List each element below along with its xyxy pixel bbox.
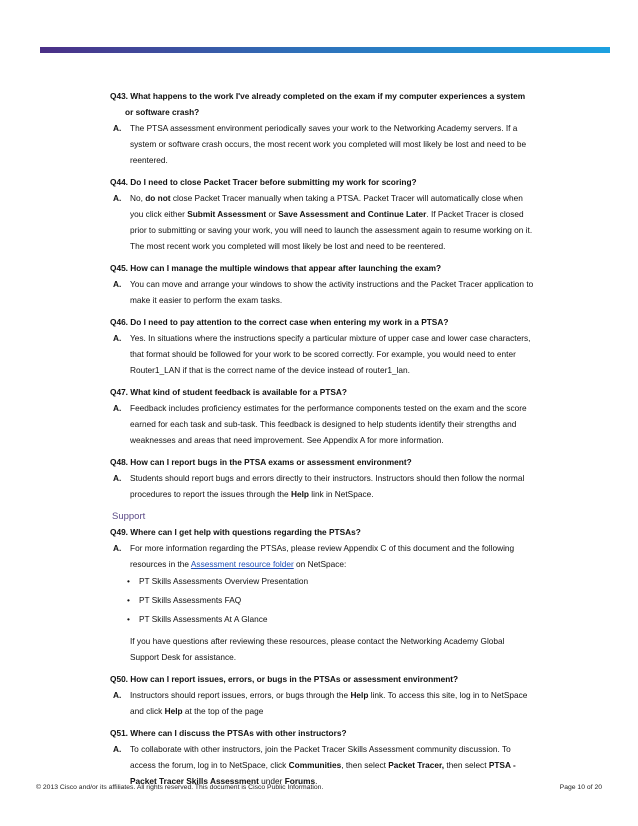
resource-list: [110, 572, 598, 629]
question-q46: Q46. Do I need to pay attention to the correct case when entering my work in a PTSA?: [110, 317, 449, 327]
answer-q44: A. No, do not close Packet Tracer manually when taking a PTSA. Packet Tracer will automatically close when you click either Submit Assessment or Save Assessment and Continue Later. If Packet Tracer is closed prior to submitting or saving your work, you will need to launch the assessment again to resume working on it. The most recent work you completed will most likely be lost and need to be reentered.: [113, 193, 533, 251]
answer-q50: A. Instructors should report issues, errors, or bugs through the Help link. To access this site, log in to NetSpace and click Help at the top of the page: [113, 690, 528, 716]
question-q48: Q48. How can I report bugs in the PTSA exams or assessment environment?: [110, 457, 412, 467]
answer-q47: A. Feedback includes proficiency estimates for the performance components tested on the exam and the score earned for each task and sub-task. This feedback is designed to help students identify their strengths and weaknesses and areas that need improvement. See Appendix A for more information.: [113, 403, 527, 445]
list-item: • PT Skills Assessments At A Glance: [110, 610, 598, 629]
answer-q48: A. Students should report bugs and errors directly to their instructors. Instructors should then follow the normal procedures to report the issues through the Help link in NetSpace.: [113, 473, 525, 499]
answer-q45: A. You can move and arrange your windows to show the activity instructions and the Packet Tracer application to make it easier to perform the exam tasks.: [113, 279, 534, 305]
question-q50: Q50. How can I report issues, errors, or bugs in the PTSAs or assessment environment?: [110, 674, 459, 684]
assessment-resource-folder-link[interactable]: Assessment resource folder: [190, 559, 294, 569]
header-accent-bar: [40, 47, 610, 53]
answer-q46: A. Yes. In situations where the instructions specify a particular mixture of upper case and lower case characters, that format should be followed for your work to be scored correctly. For example, you would need to enter Router1_LAN if that is the correct name of the device instead of router1_lan.: [113, 333, 531, 375]
copyright-text: © 2013 Cisco and/or its affiliates. All rights reserved. This document is Cisco Public Information.: [36, 784, 324, 791]
question-q47: Q47. What kind of student feedback is available for a PTSA?: [110, 387, 347, 397]
question-q44: Q44. Do I need to close Packet Tracer before submitting my work for scoring?: [110, 177, 417, 187]
section-heading-support: Support: [112, 511, 146, 522]
support-note: If you have questions after reviewing these resources, please contact the Networking Academy Global Support Desk for assistance.: [130, 636, 505, 662]
page-footer: [36, 784, 602, 791]
list-item: • PT Skills Assessments FAQ: [110, 591, 598, 610]
list-item: • PT Skills Assessments Overview Presentation: [110, 572, 598, 591]
question-q51: Q51. Where can I discuss the PTSAs with other instructors?: [110, 728, 347, 738]
answer-q49: A. For more information regarding the PTSAs, please review Appendix C of this document and the following resources in the Assessment resource folder on NetSpace:: [113, 543, 515, 569]
question-q45: Q45. How can I manage the multiple windows that appear after launching the exam?: [110, 263, 442, 273]
faq-content: [110, 88, 598, 789]
page-number: Page 10 of 20: [559, 784, 602, 791]
question-q43: Q43. What happens to the work I've already completed on the exam if my computer experiences a system or software crash?: [110, 91, 526, 117]
question-q49: Q49. Where can I get help with questions regarding the PTSAs?: [110, 527, 361, 537]
answer-q51: A. To collaborate with other instructors, join the Packet Tracer Skills Assessment community discussion. To access the forum, log in to NetSpace, click Communities, then select Packet Tracer, then select PTSA - Packet Tracer Skills Assessment under Forums.: [113, 744, 516, 786]
answer-q43: A. The PTSA assessment environment periodically saves your work to the Networking Academy servers. If a system or software crash occurs, the most recent work you completed will most likely be lost and need to be reentered.: [113, 123, 527, 165]
